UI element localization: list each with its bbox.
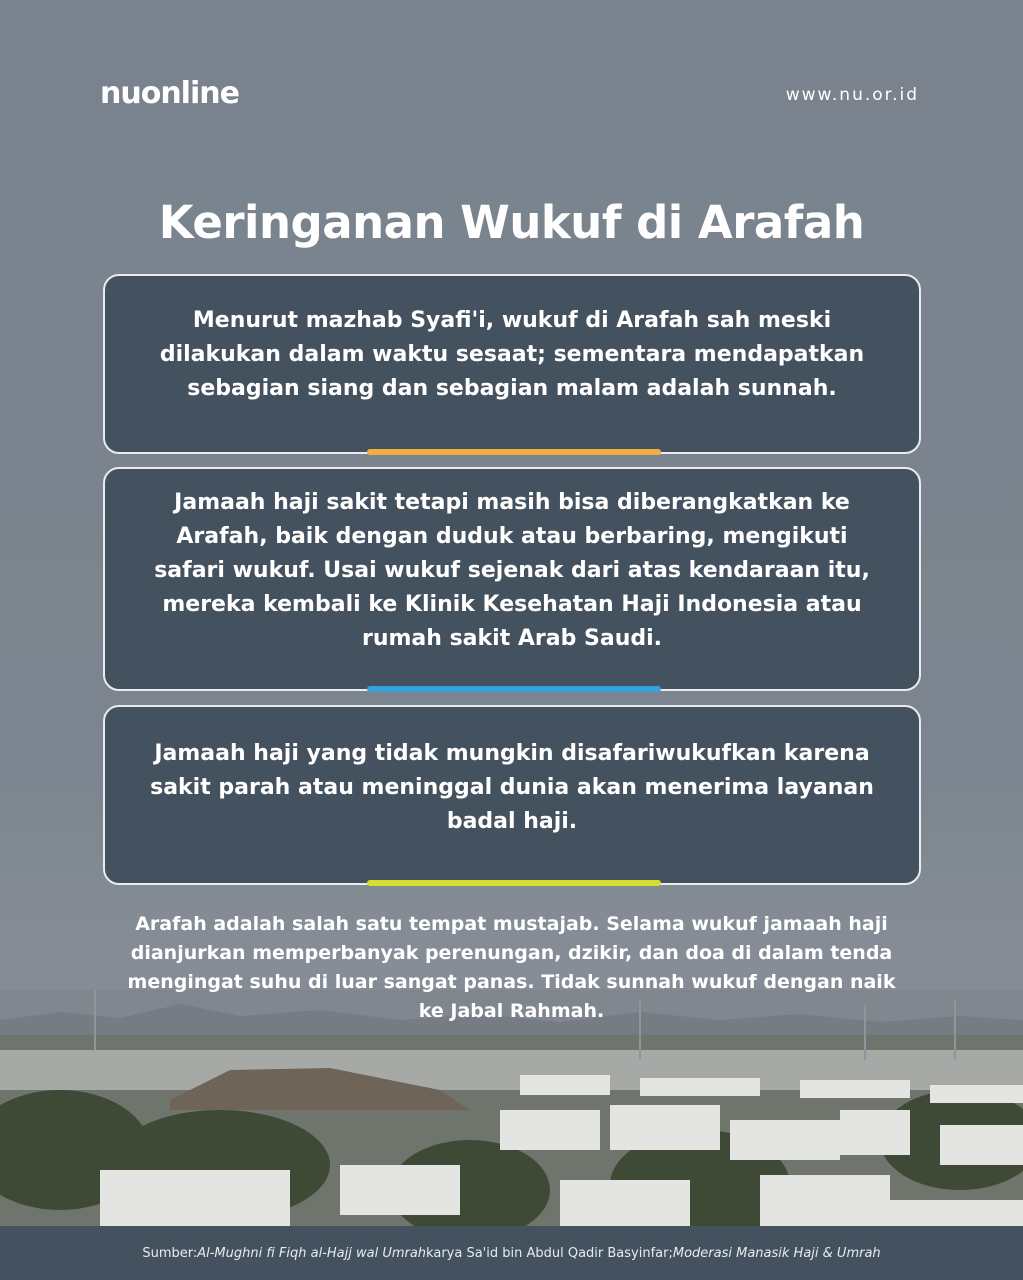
info-card-1-accent-bar [367,449,661,455]
source-middle: karya Sa'id bin Abdul Qadir Basyinfar; [426,1245,673,1261]
source-prefix: Sumber: [142,1245,198,1261]
info-card-1 [103,274,921,454]
website-url: www.nu.or.id [785,85,919,105]
info-card-3-accent-bar [367,880,661,886]
source-footer [0,1226,1023,1280]
info-card-3 [103,705,921,885]
info-card-3-text: Jamaah haji yang tidak mungkin disafariwukufkan karena sakit parah atau meninggal dunia akan menerima layanan badal haji. [150,741,874,834]
info-card-2-accent-bar [367,686,661,692]
nuonline-logo: nuonline [100,76,239,111]
source-title-1: Al-Mughni fi Fiqh al-Hajj wal Umrah [197,1245,427,1261]
info-card-1-text: Menurut mazhab Syafi'i, wukuf di Arafah sah meski dilakukan dalam waktu sesaat; sementara mendapatkan sebagian siang dan sebagian malam adalah sunnah. [159,308,865,401]
source-title-2: Moderasi Manasik Haji & Umrah [672,1245,881,1261]
closing-note: Arafah adalah salah satu tempat mustajab. Selama wukuf jamaah haji dianjurkan memperbanyak perenungan, dzikir, dan doa di dalam tenda mengingat suhu di luar sangat panas. Tidak sunnah wukuf dengan naik ke Jabal Rahmah. [127,913,896,1022]
info-card-2 [103,467,921,691]
info-card-2-text: Jamaah haji sakit tetapi masih bisa diberangkatkan ke Arafah, baik dengan duduk atau berbaring, mengikuti safari wukuf. Usai wukuf sejenak dari atas kendaraan itu, mereka kembali ke Klinik Kesehatan Haji Indonesia atau rumah sakit Arab Saudi. [154,490,870,651]
page-title: Keringanan Wukuf di Arafah [158,196,865,249]
